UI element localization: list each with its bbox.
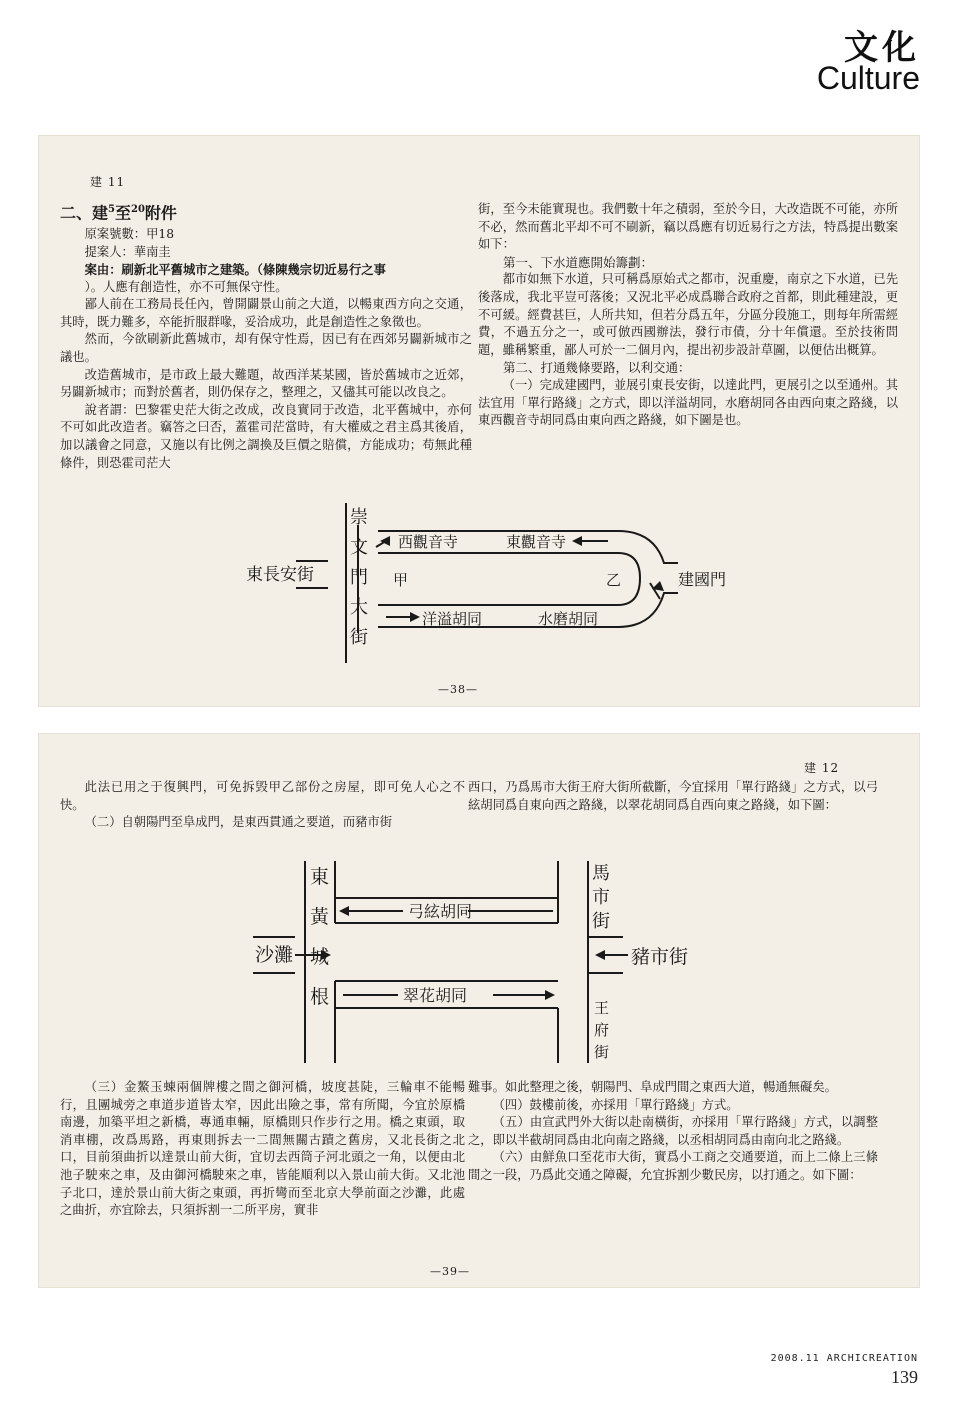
label-shuimo-hutong: 水磨胡同 — [538, 610, 599, 628]
page-code: 建 12 — [804, 761, 840, 775]
paragraph: 然而，今欲刷新此舊城市，却有保守性焉，因已有在西郊另闢新城市之議也。 — [60, 332, 472, 365]
label-wangfujie-2: 府 — [594, 1021, 610, 1039]
section-title-en: Culture — [816, 60, 920, 96]
label-chongwenmen-3: 門 — [350, 567, 368, 588]
paragraph: 街，至今未能實現也。我們數十年之積弱，至於今日，大改造既不可能，亦所不必，然而舊北平却不可不刷新，竊以爲應有切近易行之方法，特爲提出數案如下： — [478, 202, 898, 252]
label-chongwenmen-5: 街 — [350, 627, 368, 648]
section-heading: 二、建$^5$至$^{20}$附件 — [60, 203, 177, 223]
paragraph: 說者謂：巴黎霍史茫大街之改成，改良實同于改造，北平舊城中，亦何不可如此改造者。竊答之曰否，蓋霍司茫當時，有大權威之君主爲其後盾，加以議會之同意，又施以有比例之調換及巨價之賠償，方能成功；苟無此種條件，則恐霍司茫大 — [60, 402, 472, 470]
paragraph: 改造舊城市，是市政上最大難題，故西洋某某國，皆於舊城市之近郊，另闢新城市；而對於舊者，則仍保存之，整理之，又儘其可能以改良之。 — [60, 367, 472, 400]
label-mashijie-1: 馬 — [592, 863, 610, 884]
paragraph: 此法已用之于復興門，可免拆毁甲乙部份之房屋，即可免人心之不快。 — [60, 780, 465, 812]
right-column-bottom — [468, 1079, 878, 1185]
label-xiguanyinsi: 西觀音寺 — [398, 533, 459, 551]
label-yi: 乙 — [606, 571, 622, 589]
label-donghuangchenggen-3: 城 — [310, 946, 330, 968]
left-column-top — [60, 779, 465, 832]
right-column-top — [468, 779, 878, 814]
reason-line-2: ）。人應有創造性，亦不可無保守性。 — [84, 279, 288, 294]
page-number-39: —39— — [430, 1265, 470, 1278]
paragraph: （五）由宣武門外大街以赴南橫街，亦採用「單行路綫」方式，以調整之，即以半截胡同爲由北向南之路綫，以丞相胡同爲由南向北之路綫。 — [468, 1115, 878, 1147]
street-diagram-1 — [208, 503, 748, 673]
label-gongxian-hutong: 弓絃胡同 — [408, 902, 473, 921]
reason-line: 案由：刷新北平舊城市之建築。（條陳幾宗切近易行之事 — [84, 262, 386, 278]
label-donghuangchenggen-1: 東 — [310, 866, 330, 888]
label-wangfujie-3: 街 — [594, 1043, 610, 1061]
subheading: 第一、下水道應開始籌劃： — [503, 254, 654, 270]
label-cuihua-hutong: 翠花胡同 — [403, 986, 468, 1005]
label-chongwenmen-1: 崇 — [350, 507, 368, 528]
label-donghuangchenggen-2: 黃 — [310, 906, 330, 928]
magazine-issue: 2008.11 ARCHICREATION — [770, 1353, 918, 1364]
paragraph: （三）金鰲玉蝀兩個牌樓之間之御河橋，坡度甚陡，三輪車不能暢行，且團城旁之車道步道皆太窄，因此出險之事，常有所聞，今宜於原橋南邊，加築平坦之新橋，專通車輛，原橋則只作步行之用。橋之東頭，取消車棚，改爲馬路，再東則拆去一二間無關古蹟之舊房，又北長街之北口，目前須曲折以達景山前大街，宜切去西筒子河北頭之一角，以便由北池子駛來之車，及由御河橋駛來之車，皆能順利以入景山前大街。又北池子北口，達於景山前大街之東頭，再折彎而至北京大學前面之沙灘，此處之曲折，亦宜除去，只須拆割一二所平房，實非 — [60, 1080, 465, 1218]
label-zhushijie: 豬市街 — [631, 946, 689, 968]
label-dongchangan: 東長安街 — [246, 565, 314, 585]
left-column-bottom — [60, 1079, 465, 1220]
paragraph: 難事。如此整理之後，朝陽門、阜成門間之東西大道，暢通無礙矣。 — [468, 1080, 837, 1094]
page-code: 建 11 — [90, 175, 126, 189]
paragraph: 鄙人前在工務局長任內，曾開闢景山前之大道，以暢東西方向之交通，其時，既力難多，卒能折服群喙，妥洽成功，此是創造性之象徵也。 — [60, 297, 472, 329]
street-diagram-2 — [203, 853, 763, 1073]
scanned-page-38 — [38, 135, 920, 707]
label-chongwenmen-2: 文 — [350, 537, 368, 558]
label-mashijie-2: 市 — [592, 887, 610, 908]
label-chongwenmen-4: 大 — [350, 597, 368, 618]
left-column — [60, 197, 472, 472]
paragraph: 西口，乃爲馬市大街王府大街所截斷，今宜採用「單行路綫」之方式，以弓絃胡同爲自東向西之路綫，以翠花胡同爲自西向東之路綫，如下圖： — [468, 780, 878, 812]
label-jia: 甲 — [393, 571, 409, 589]
section-title-zh: 文化 — [844, 28, 920, 68]
label-wangfujie-1: 王 — [594, 999, 610, 1017]
label-jianguomen: 建國門 — [678, 570, 727, 589]
folio-page-number: 139 — [891, 1367, 918, 1387]
paragraph: （六）由鮮魚口至花市大街，實爲小工商之交通要道，而上二條上三條間之一段，乃爲此交通之障礙，允宜拆割少數民房，以打通之。如下圖： — [468, 1150, 878, 1182]
label-shatan: 沙灘 — [255, 944, 294, 966]
scanned-page-39 — [38, 733, 920, 1288]
paragraph: 都市如無下水道，只可稱爲原始式之都市，況重慶，南京之下水道，已先後落成，我北平豈可落後；又況北平必成爲聯合政府之首都，則此種建設，更不可緩。經費甚巨，人所共知，但若分爲五年，分區分段施工，則每年所需經費，不過五分之一，或可倣西國辦法，發行市債，分十年償還。至於技術問題，雖稱繁重，鄙人可於一二個月內，提出初步設計草圖，以便估出概算。 — [478, 272, 898, 357]
paragraph: （一）完成建國門，並展引東長安街，以達此門，更展引之以至通州。其法宜用「單行路綫」之方式，即以洋溢胡同，水磨胡同各由西向東之路綫，以東西觀音寺胡同爲由東向西之路綫，如下圖是也。 — [478, 377, 898, 428]
label-mashijie-3: 街 — [592, 911, 610, 932]
label-dongguanyinsi: 東觀音寺 — [506, 533, 567, 551]
paragraph: （四）鼓樓前後，亦採用「單行路綫」方式。 — [492, 1097, 739, 1112]
subheading: 第二、打通幾條要路，以利交通： — [503, 360, 691, 376]
proposer: 提案人：華南圭 — [84, 244, 171, 259]
paragraph: （二）自朝陽門至阜成門，是東西貫通之要道，而豬市街 — [84, 815, 393, 830]
page-number-38: —38— — [438, 683, 478, 696]
label-yangyi-hutong: 洋溢胡同 — [422, 610, 483, 628]
case-number: 原案號數：甲18 — [84, 226, 175, 241]
label-donghuangchenggen-4: 根 — [310, 986, 330, 1008]
right-column — [478, 201, 898, 430]
